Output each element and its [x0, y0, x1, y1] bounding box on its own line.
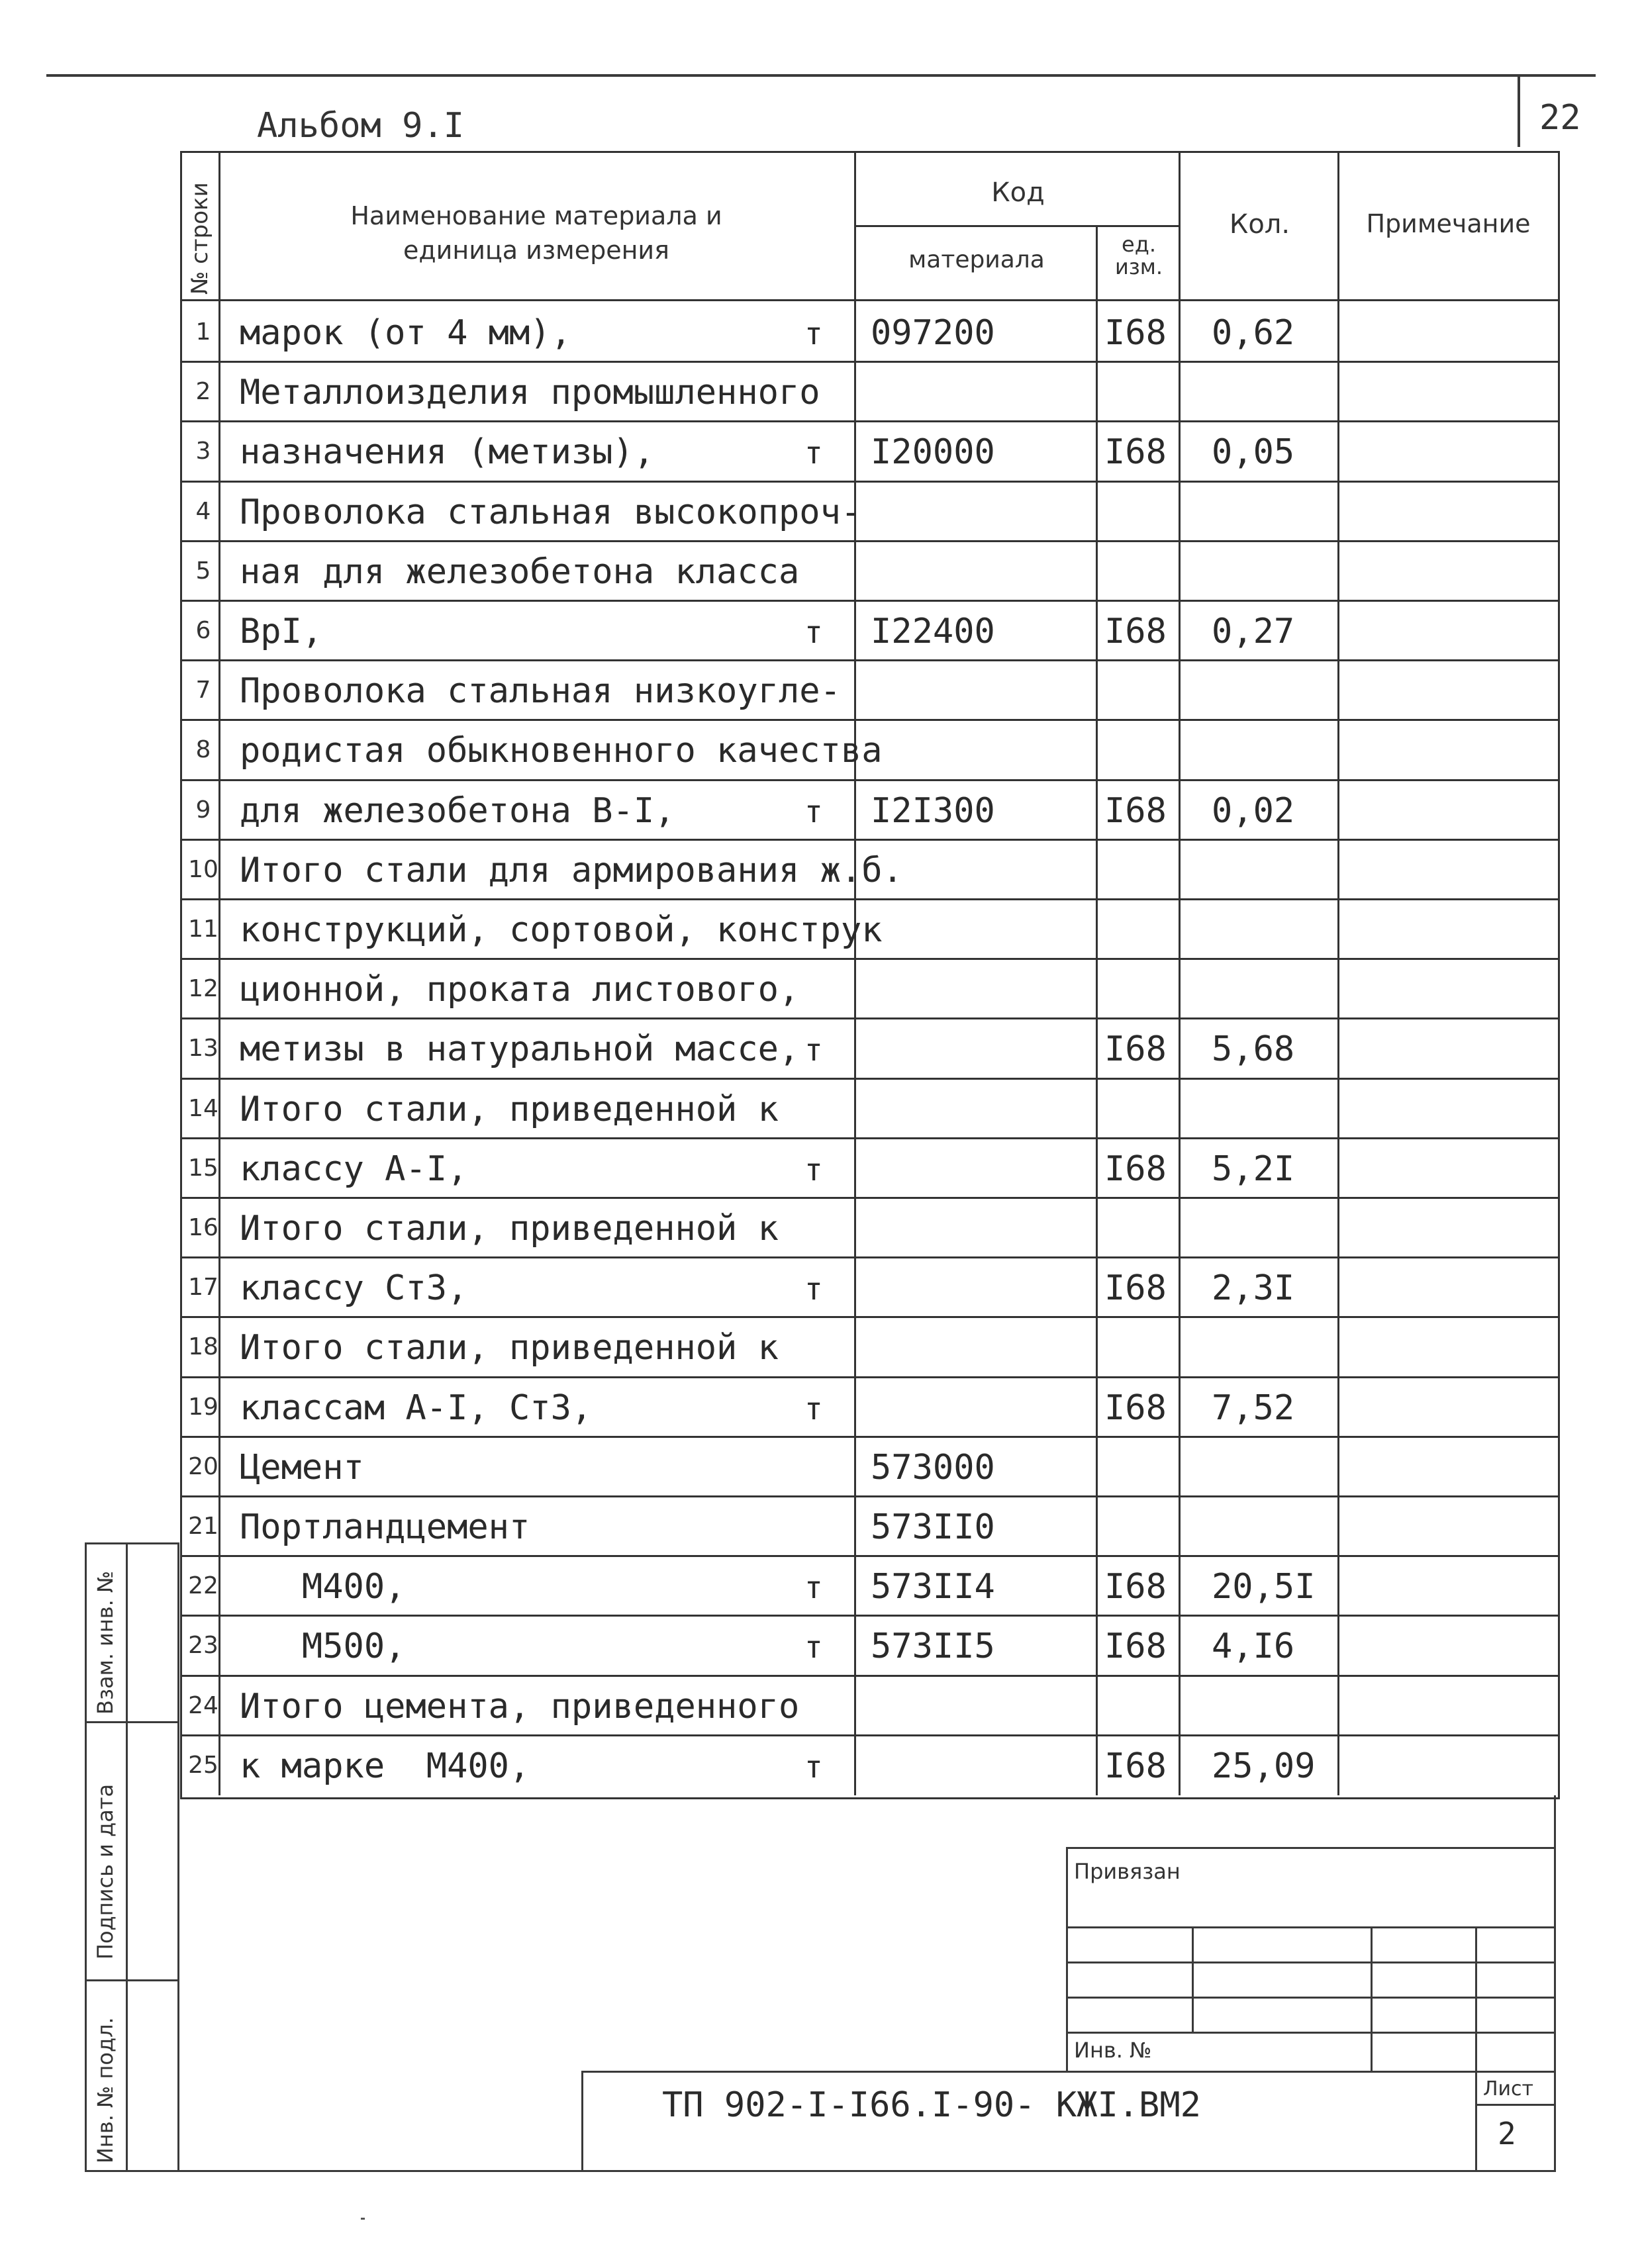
row-divider — [180, 1316, 1558, 1318]
material-name: ная для железобетона класса — [240, 551, 800, 592]
row-number: 23 — [188, 1632, 218, 1660]
row-number: 11 — [188, 916, 218, 943]
material-name: М400, — [240, 1567, 406, 1607]
row-divider — [180, 1615, 1558, 1617]
material-name: Проволока стальная низкоугле- — [240, 671, 841, 712]
unit-of-measure: т — [804, 1390, 823, 1427]
sheet-label: Лист — [1483, 2077, 1534, 2101]
quantity: 4,I6 — [1212, 1627, 1295, 1667]
col-divider-name — [854, 151, 856, 1795]
unit-of-measure: т — [804, 1271, 823, 1307]
side-stamp-sep2 — [85, 1979, 179, 1981]
row-number: 10 — [188, 855, 218, 883]
sheet-box-left — [1475, 2071, 1477, 2171]
row-number: 9 — [195, 796, 211, 824]
privyazan-row3 — [1066, 1997, 1556, 1999]
row-number: 21 — [188, 1513, 218, 1540]
row-divider — [180, 1256, 1558, 1258]
row-number: 13 — [188, 1035, 218, 1063]
frame-bottom — [177, 2170, 1556, 2172]
privyazan-row4 — [1066, 2032, 1556, 2034]
row-number: 25 — [188, 1751, 218, 1779]
frame-left-lower — [177, 1795, 179, 2171]
row-divider — [180, 1436, 1558, 1438]
row-divider — [180, 540, 1558, 542]
privyazan-col3 — [1475, 1926, 1477, 2072]
row-divider — [180, 600, 1558, 602]
row-number: 17 — [188, 1274, 218, 1301]
row-divider — [180, 839, 1558, 841]
side-vzam-label: Взам. инв. № — [93, 1570, 118, 1715]
header-row-no: № строки — [187, 182, 213, 295]
material-name: Итого стали, приведенной к — [240, 1328, 779, 1368]
row-number: 3 — [195, 438, 211, 465]
unit-of-measure: т — [804, 1629, 823, 1666]
row-divider — [180, 1376, 1558, 1378]
material-name: ционной, проката листового, — [240, 970, 800, 1010]
material-name: Металлоизделия промышленного — [240, 373, 820, 413]
row-divider — [180, 361, 1558, 363]
unit-of-measure: т — [804, 1032, 823, 1068]
privyazan-label: Привязан — [1074, 1859, 1181, 1884]
header-name — [225, 199, 847, 267]
header-note: Примечание — [1366, 209, 1531, 238]
privyazan-col1 — [1192, 1926, 1194, 2032]
unit-of-measure: т — [804, 435, 823, 471]
privyazan-box-top — [1066, 1847, 1556, 1849]
quantity: 0,62 — [1212, 313, 1295, 353]
unit-code: I68 — [1104, 790, 1167, 831]
header-code: Код — [991, 177, 1045, 208]
unit-code: I68 — [1104, 313, 1167, 353]
material-name: назначения (метизы), — [240, 432, 655, 473]
stamp-top — [581, 2071, 1556, 2073]
material-name: Итого стали, приведенной к — [240, 1209, 779, 1249]
unit-of-measure: т — [804, 1151, 823, 1188]
row-number: 7 — [195, 677, 211, 704]
row-divider — [180, 719, 1558, 721]
row-divider — [180, 1017, 1558, 1019]
material-code: 573II0 — [871, 1507, 995, 1547]
material-name: М500, — [240, 1627, 406, 1667]
unit-of-measure: т — [804, 1570, 823, 1606]
row-number: 24 — [188, 1691, 218, 1719]
row-number: 4 — [195, 497, 211, 525]
row-divider — [180, 1734, 1558, 1736]
side-stamp-bottom — [85, 2170, 179, 2172]
unit-code: I68 — [1104, 1149, 1167, 1189]
material-code: I2I300 — [871, 790, 995, 831]
page-number-box-left — [1518, 74, 1520, 147]
unit-of-measure: т — [804, 614, 823, 650]
row-divider — [180, 1675, 1558, 1677]
privyazan-row1 — [1066, 1926, 1556, 1928]
header-qty: Кол. — [1229, 209, 1290, 240]
material-name: Итого цемента, приведенного — [240, 1686, 800, 1726]
row-number: 5 — [195, 557, 211, 585]
row-number: 14 — [188, 1094, 218, 1122]
material-name: Портландцемент — [240, 1507, 530, 1547]
row-divider — [180, 420, 1558, 422]
material-name: Итого стали, приведенной к — [240, 1089, 779, 1129]
col-divider-qty — [1337, 151, 1339, 1795]
material-name: конструкций, сортовой, конструк — [240, 910, 883, 950]
row-number: 6 — [195, 617, 211, 644]
row-number: 12 — [188, 975, 218, 1003]
row-number: 18 — [188, 1333, 218, 1361]
row-divider — [180, 659, 1558, 661]
col-divider-code — [1096, 225, 1098, 1795]
quantity: 0,02 — [1212, 790, 1295, 831]
header-name-text: Наименование материала и единица измерения — [350, 201, 722, 265]
quantity: 25,09 — [1212, 1746, 1316, 1786]
unit-code: I68 — [1104, 1567, 1167, 1607]
frame-right-lower — [1554, 1795, 1556, 2171]
row-divider — [180, 1495, 1558, 1497]
quantity: 5,2I — [1212, 1149, 1295, 1189]
unit-code: I68 — [1104, 432, 1167, 473]
row-divider — [180, 481, 1558, 483]
unit-of-measure: т — [804, 316, 823, 352]
header-bottom-line — [180, 299, 1558, 301]
side-podpis-label: Подпись и дата — [93, 1783, 118, 1960]
header-code-unit — [1099, 233, 1179, 278]
doc-code: ТП 902-I-I66.I-90- КЖI.ВМ2 — [662, 2085, 1201, 2125]
quantity: 0,05 — [1212, 432, 1295, 473]
privyazan-row2 — [1066, 1961, 1556, 1963]
header-code-material: материала — [908, 246, 1045, 273]
row-number: 22 — [188, 1572, 218, 1600]
privyazan-box-left — [1066, 1847, 1068, 2072]
row-divider — [180, 779, 1558, 781]
row-number: 15 — [188, 1154, 218, 1182]
material-name: Проволока стальная высокопроч- — [240, 492, 862, 532]
unit-code: I68 — [1104, 1388, 1167, 1428]
row-number: 19 — [188, 1393, 218, 1421]
album-title: Альбом 9.I — [257, 106, 465, 146]
material-name: Цемент — [240, 1447, 364, 1488]
material-code: 573II5 — [871, 1627, 995, 1667]
side-stamp-top — [85, 1542, 179, 1544]
row-number: 8 — [195, 736, 211, 764]
side-stamp-mid-edge — [126, 1542, 128, 2171]
privyazan-col2 — [1371, 1926, 1373, 2072]
row-number: 16 — [188, 1214, 218, 1241]
side-inv-podl-label: Инв. № подл. — [93, 2017, 118, 2163]
unit-code: I68 — [1104, 1029, 1167, 1070]
material-code: 573000 — [871, 1447, 995, 1488]
sheet-number: 2 — [1498, 2116, 1516, 2151]
code-header-divider — [854, 225, 1179, 227]
page-number: 22 — [1539, 98, 1581, 138]
material-name: классам А-I, Ст3, — [240, 1388, 593, 1428]
material-name: марок (от 4 мм), — [240, 313, 571, 353]
material-name: Итого стали для армирования ж.б. — [240, 850, 903, 890]
quantity: 7,52 — [1212, 1388, 1295, 1428]
material-code: I22400 — [871, 612, 995, 651]
material-code: I20000 — [871, 432, 995, 473]
material-code: 097200 — [871, 313, 995, 353]
row-divider — [180, 1137, 1558, 1139]
quantity: 20,5I — [1212, 1567, 1316, 1607]
unit-of-measure: т — [804, 1748, 823, 1785]
row-number: 2 — [195, 378, 211, 406]
material-name: к марке М400, — [240, 1746, 530, 1786]
row-divider — [180, 1555, 1558, 1557]
row-divider — [180, 1078, 1558, 1080]
row-divider — [180, 898, 1558, 900]
material-code: 573II4 — [871, 1567, 995, 1607]
bottom-mark — [361, 2218, 365, 2220]
row-number: 20 — [188, 1452, 218, 1480]
quantity: 5,68 — [1212, 1029, 1295, 1070]
material-name: классу А-I, — [240, 1149, 468, 1189]
side-stamp-left-edge — [85, 1542, 87, 2171]
header-code-unit-text: ед. изм. — [1114, 232, 1163, 279]
col-divider-unitcode — [1179, 151, 1181, 1795]
stamp-left — [581, 2071, 583, 2171]
inv-no-label: Инв. № — [1074, 2038, 1152, 2063]
material-name: родистая обыкновенного качества — [240, 731, 883, 771]
unit-of-measure: т — [804, 793, 823, 829]
unit-code: I68 — [1104, 1627, 1167, 1667]
row-divider — [180, 958, 1558, 960]
side-stamp-sep1 — [85, 1721, 179, 1723]
row-number: 1 — [195, 318, 211, 346]
material-name: для железобетона В-I, — [240, 790, 675, 831]
quantity: 0,27 — [1212, 612, 1295, 651]
unit-code: I68 — [1104, 612, 1167, 651]
material-name: классу Ст3, — [240, 1268, 468, 1309]
unit-code: I68 — [1104, 1746, 1167, 1786]
sheet-box-divider — [1475, 2104, 1556, 2106]
quantity: 2,3I — [1212, 1268, 1295, 1309]
material-name: метизы в натуральной массе, — [240, 1029, 800, 1070]
material-name: ВрI, — [240, 612, 323, 651]
row-divider — [180, 1197, 1558, 1199]
top-rule — [46, 74, 1596, 77]
unit-code: I68 — [1104, 1268, 1167, 1309]
